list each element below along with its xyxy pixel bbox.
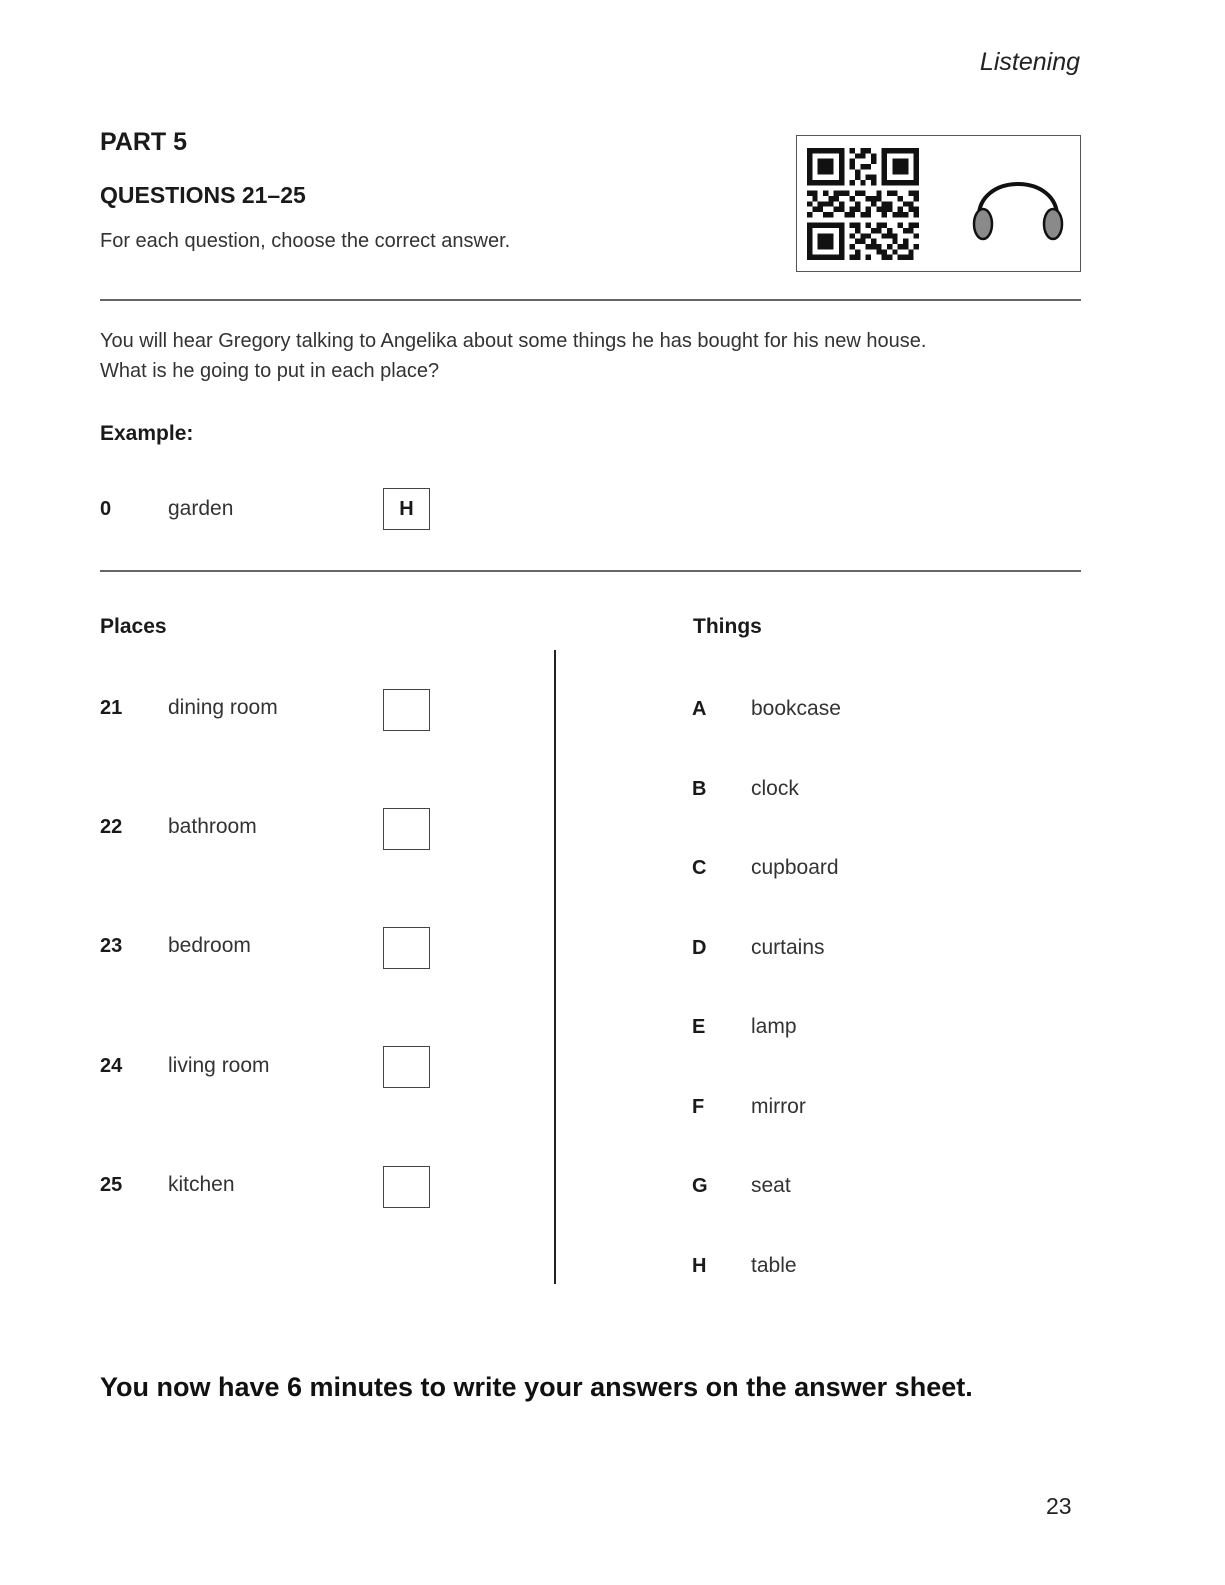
option-letter-d: D bbox=[692, 937, 707, 959]
question-number-25: 25 bbox=[100, 1174, 123, 1196]
option-label-g: seat bbox=[751, 1174, 791, 1197]
example-answer-box: H bbox=[383, 488, 430, 530]
option-label-f: mirror bbox=[751, 1095, 806, 1118]
headphones-icon bbox=[965, 158, 1071, 250]
option-label-h: table bbox=[751, 1254, 797, 1277]
option-letter-c: C bbox=[692, 857, 707, 879]
page-number: 23 bbox=[1046, 1493, 1072, 1519]
answer-box-23[interactable] bbox=[383, 927, 430, 969]
option-label-a: bookcase bbox=[751, 697, 841, 720]
questions-range: QUESTIONS 21–25 bbox=[100, 182, 306, 208]
part-title: PART 5 bbox=[100, 128, 188, 156]
question-number-24: 24 bbox=[100, 1055, 123, 1077]
intro-line-2: What is he going to put in each place? bbox=[100, 360, 440, 382]
option-letter-b: B bbox=[692, 778, 707, 800]
question-number-22: 22 bbox=[100, 816, 123, 838]
qr-code-icon[interactable] bbox=[807, 148, 919, 260]
example-place: garden bbox=[168, 497, 234, 520]
question-number-21: 21 bbox=[100, 697, 123, 719]
option-letter-a: A bbox=[692, 698, 707, 720]
option-label-d: curtains bbox=[751, 936, 825, 959]
example-number: 0 bbox=[100, 498, 112, 520]
option-label-e: lamp bbox=[751, 1015, 797, 1038]
answer-box-24[interactable] bbox=[383, 1046, 430, 1088]
audio-box[interactable] bbox=[796, 135, 1081, 272]
place-label-24: living room bbox=[168, 1054, 270, 1077]
column-divider bbox=[554, 650, 556, 1284]
closing-instruction: You now have 6 minutes to write your answers on the answer sheet. bbox=[100, 1372, 973, 1402]
example-label: Example: bbox=[100, 422, 194, 445]
option-letter-f: F bbox=[692, 1096, 705, 1118]
intro-line-1: You will hear Gregory talking to Angelika about some things he has bought for his new house. bbox=[100, 330, 927, 352]
option-label-b: clock bbox=[751, 777, 799, 800]
option-letter-e: E bbox=[692, 1016, 706, 1038]
option-letter-h: H bbox=[692, 1255, 707, 1277]
question-number-23: 23 bbox=[100, 935, 123, 957]
divider-rule bbox=[100, 570, 1081, 572]
divider-rule bbox=[100, 299, 1081, 301]
places-heading: Places bbox=[100, 615, 167, 638]
section-label: Listening bbox=[979, 48, 1080, 76]
place-label-23: bedroom bbox=[168, 934, 251, 957]
place-label-22: bathroom bbox=[168, 815, 257, 838]
answer-box-22[interactable] bbox=[383, 808, 430, 850]
instruction-text: For each question, choose the correct answer. bbox=[100, 230, 511, 252]
place-label-21: dining room bbox=[168, 696, 278, 719]
task-intro bbox=[100, 326, 926, 386]
option-label-c: cupboard bbox=[751, 856, 839, 879]
answer-box-25[interactable] bbox=[383, 1166, 430, 1208]
option-letter-g: G bbox=[692, 1175, 708, 1197]
answer-box-21[interactable] bbox=[383, 689, 430, 731]
place-label-25: kitchen bbox=[168, 1173, 235, 1196]
things-heading: Things bbox=[693, 615, 762, 638]
